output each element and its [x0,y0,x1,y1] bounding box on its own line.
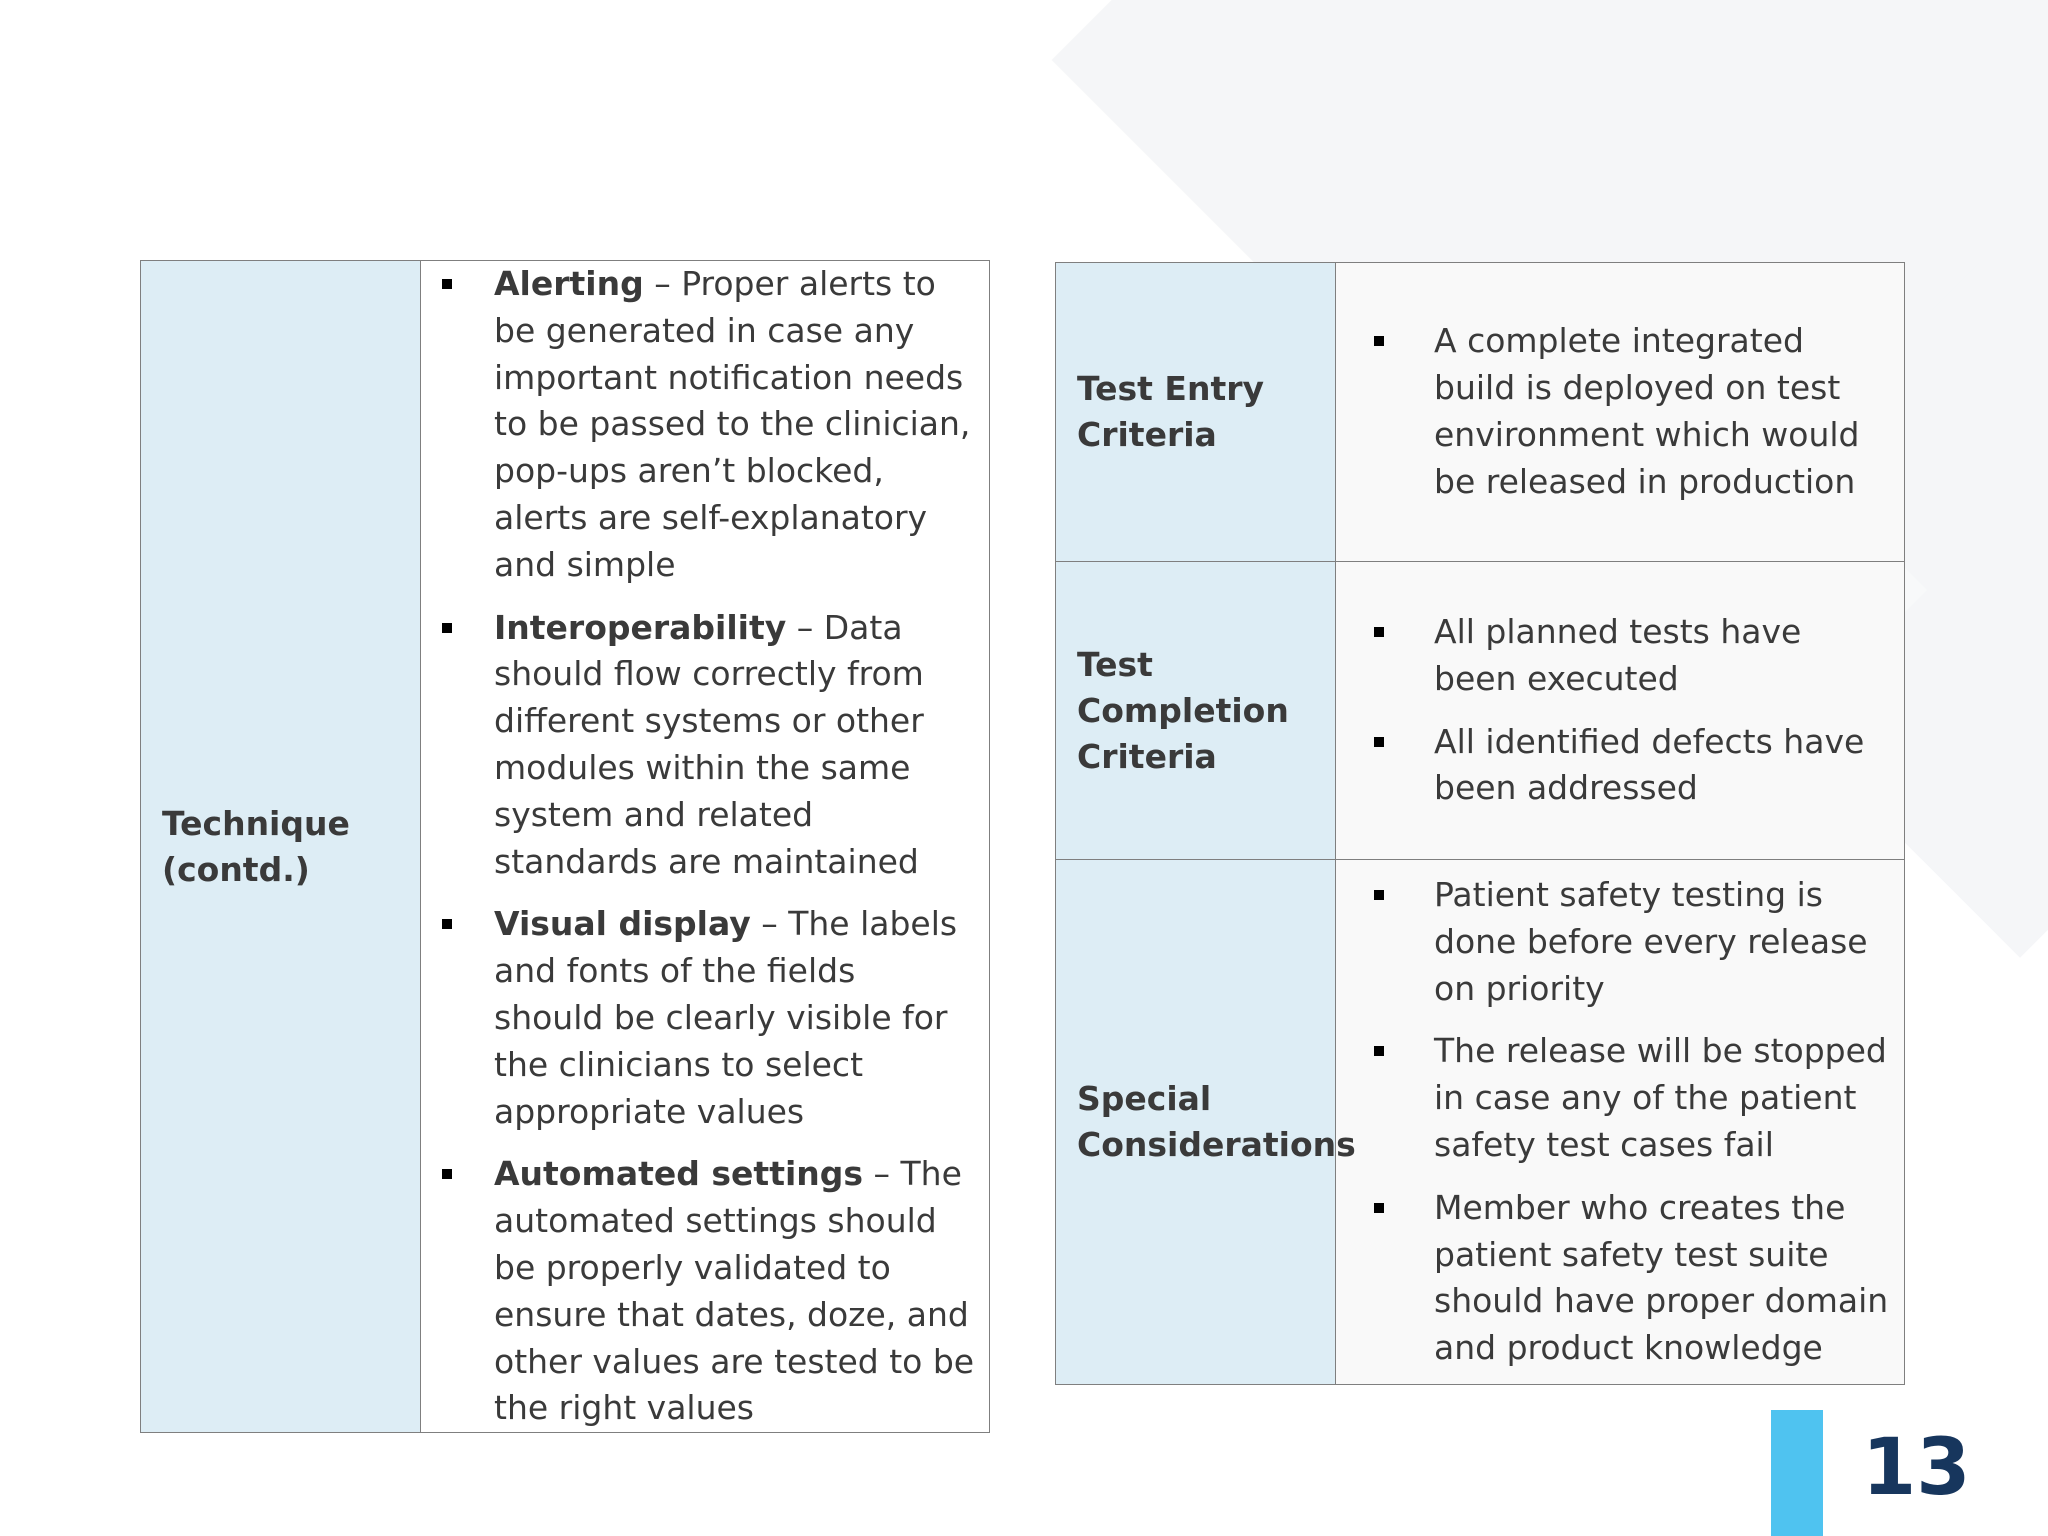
row-label-test-entry-criteria: Test Entry Criteria [1056,263,1336,562]
list-item: Member who creates the patient safety test suite should have proper domain and product knowledge [1390,1185,1894,1372]
special-considerations-bullet-list [1336,872,1904,1372]
test-entry-bullet-list [1336,318,1904,505]
term-interoperability: Interoperability [494,607,787,647]
special-considerations-content [1336,860,1905,1385]
list-item: The release will be stopped in case any of the patient safety test cases fail [1390,1028,1894,1168]
row-label-technique: Technique (contd.) [141,261,421,1433]
row-label-test-completion-criteria: Test Completion Criteria [1056,562,1336,860]
test-completion-bullet-list [1336,609,1904,812]
list-item [458,901,975,1135]
page-number-accent-bar [1771,1410,1823,1536]
item-text: – Data should flow correctly from different systems or other modules within the same system and related standards are maintained [494,607,924,881]
list-item: A complete integrated build is deployed on test environment which would be released in production [1390,318,1894,505]
list-item [458,605,975,886]
technique-content [421,261,990,1433]
criteria-table [1055,262,1905,1385]
item-text: – The automated settings should be properly validated to ensure that dates, doze, and other values are tested to be the right values [494,1154,975,1428]
list-item: All identified defects have been addressed [1390,719,1894,813]
term-visual-display: Visual display [494,904,751,944]
list-item: Patient safety testing is done before every release on priority [1390,872,1894,1012]
term-automated-settings: Automated settings [494,1154,864,1194]
row-label-special-considerations: Special Considerations [1056,860,1336,1385]
list-item [458,1151,975,1432]
table-row [1056,860,1905,1385]
table-row [1056,263,1905,562]
item-text: – The labels and fonts of the fields should be clearly visible for the clinicians to select appropriate values [494,904,958,1131]
technique-bullet-list [421,261,989,1432]
list-item: All planned tests have been executed [1390,609,1894,703]
item-text: – Proper alerts to be generated in case any important notification needs to be passed to the clinician, pop-ups aren’t blocked, alerts are self-explanatory and simple [494,264,971,584]
page-number: 13 [1862,1423,1971,1513]
list-item [458,261,975,589]
test-entry-content [1336,263,1905,562]
table-row [1056,562,1905,860]
test-completion-content [1336,562,1905,860]
term-alerting: Alerting [494,264,644,303]
technique-table [140,260,990,1433]
table-row [141,261,990,1433]
